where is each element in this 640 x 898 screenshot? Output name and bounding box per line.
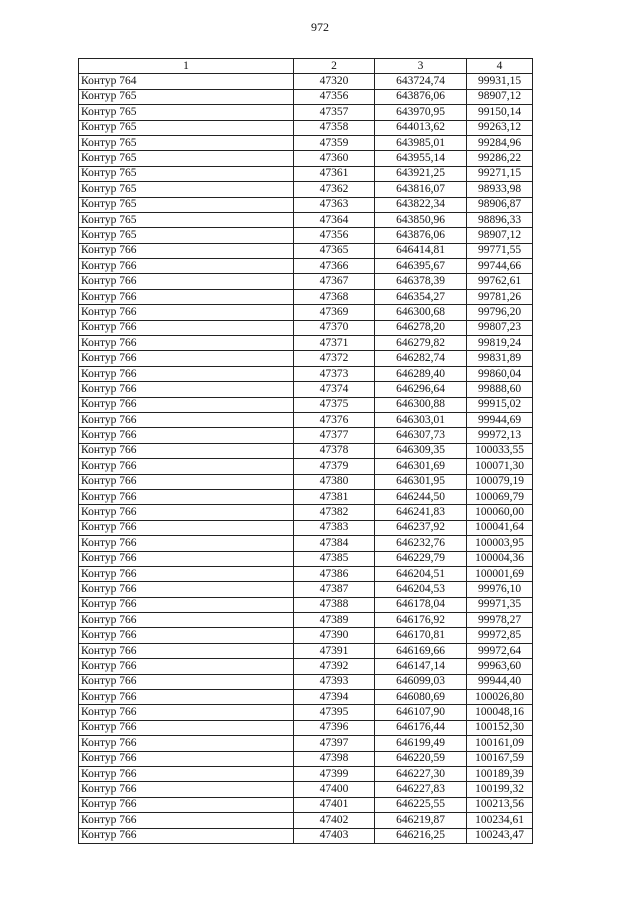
- contour-name-cell: Контур 765: [79, 151, 294, 166]
- contour-name-cell: Контур 766: [79, 428, 294, 443]
- table-row: [79, 182, 533, 197]
- contour-name-cell: Контур 766: [79, 736, 294, 751]
- table-body: [79, 74, 533, 844]
- x-coordinate-cell: 643816,07: [375, 182, 467, 197]
- y-coordinate-cell: 98907,12: [467, 89, 533, 104]
- point-number-cell: 47361: [294, 166, 375, 181]
- point-number-cell: 47363: [294, 197, 375, 212]
- table-row: [79, 443, 533, 458]
- x-coordinate-cell: 646282,74: [375, 351, 467, 366]
- table-row: [79, 305, 533, 320]
- y-coordinate-cell: 98896,33: [467, 212, 533, 227]
- table-row: [79, 382, 533, 397]
- x-coordinate-cell: 646170,81: [375, 628, 467, 643]
- x-coordinate-cell: 646229,79: [375, 551, 467, 566]
- x-coordinate-cell: 646227,30: [375, 766, 467, 781]
- y-coordinate-cell: 99963,60: [467, 659, 533, 674]
- x-coordinate-cell: 644013,62: [375, 120, 467, 135]
- point-number-cell: 47399: [294, 766, 375, 781]
- y-coordinate-cell: 99271,15: [467, 166, 533, 181]
- contour-name-cell: Контур 766: [79, 782, 294, 797]
- table-row: [79, 274, 533, 289]
- x-coordinate-cell: 646309,35: [375, 443, 467, 458]
- x-coordinate-cell: 646099,03: [375, 674, 467, 689]
- y-coordinate-cell: 100079,19: [467, 474, 533, 489]
- y-coordinate-cell: 99972,64: [467, 643, 533, 658]
- point-number-cell: 47400: [294, 782, 375, 797]
- x-coordinate-cell: 646176,44: [375, 720, 467, 735]
- contour-name-cell: Контур 766: [79, 690, 294, 705]
- point-number-cell: 47320: [294, 74, 375, 89]
- y-coordinate-cell: 99860,04: [467, 366, 533, 381]
- x-coordinate-cell: 643985,01: [375, 135, 467, 150]
- y-coordinate-cell: 99944,40: [467, 674, 533, 689]
- point-number-cell: 47395: [294, 705, 375, 720]
- table-row: [79, 243, 533, 258]
- y-coordinate-cell: 100001,69: [467, 566, 533, 581]
- table-row: [79, 736, 533, 751]
- x-coordinate-cell: 643970,95: [375, 105, 467, 120]
- x-coordinate-cell: 646204,53: [375, 582, 467, 597]
- table-row: [79, 643, 533, 658]
- y-coordinate-cell: 100243,47: [467, 828, 533, 843]
- column-header: 2: [294, 59, 375, 74]
- x-coordinate-cell: 646178,04: [375, 597, 467, 612]
- x-coordinate-cell: 643850,96: [375, 212, 467, 227]
- contour-name-cell: Контур 765: [79, 89, 294, 104]
- x-coordinate-cell: 646301,95: [375, 474, 467, 489]
- table-row: [79, 628, 533, 643]
- y-coordinate-cell: 99150,14: [467, 105, 533, 120]
- y-coordinate-cell: 99263,12: [467, 120, 533, 135]
- x-coordinate-cell: 646300,88: [375, 397, 467, 412]
- y-coordinate-cell: 99771,55: [467, 243, 533, 258]
- contour-name-cell: Контур 766: [79, 243, 294, 258]
- x-coordinate-cell: 646278,20: [375, 320, 467, 335]
- contour-name-cell: Контур 766: [79, 643, 294, 658]
- table-row: [79, 120, 533, 135]
- x-coordinate-cell: 646414,81: [375, 243, 467, 258]
- table-row: [79, 797, 533, 812]
- point-number-cell: 47360: [294, 151, 375, 166]
- table-row: [79, 705, 533, 720]
- point-number-cell: 47388: [294, 597, 375, 612]
- point-number-cell: 47398: [294, 751, 375, 766]
- contour-name-cell: Контур 766: [79, 412, 294, 427]
- x-coordinate-cell: 646199,49: [375, 736, 467, 751]
- contour-name-cell: Контур 766: [79, 489, 294, 504]
- x-coordinate-cell: 643955,14: [375, 151, 467, 166]
- contour-name-cell: Контур 766: [79, 305, 294, 320]
- x-coordinate-cell: 643876,06: [375, 228, 467, 243]
- x-coordinate-cell: 646244,50: [375, 489, 467, 504]
- point-number-cell: 47384: [294, 536, 375, 551]
- y-coordinate-cell: 100152,30: [467, 720, 533, 735]
- y-coordinate-cell: 99762,61: [467, 274, 533, 289]
- table-row: [79, 520, 533, 535]
- contour-name-cell: Контур 766: [79, 259, 294, 274]
- contour-name-cell: Контур 764: [79, 74, 294, 89]
- contour-name-cell: Контур 766: [79, 659, 294, 674]
- x-coordinate-cell: 643876,06: [375, 89, 467, 104]
- point-number-cell: 47359: [294, 135, 375, 150]
- x-coordinate-cell: 646307,73: [375, 428, 467, 443]
- point-number-cell: 47397: [294, 736, 375, 751]
- contour-name-cell: Контур 765: [79, 105, 294, 120]
- x-coordinate-cell: 646296,64: [375, 382, 467, 397]
- point-number-cell: 47368: [294, 289, 375, 304]
- point-number-cell: 47356: [294, 228, 375, 243]
- point-number-cell: 47402: [294, 813, 375, 828]
- point-number-cell: 47357: [294, 105, 375, 120]
- contour-name-cell: Контур 766: [79, 289, 294, 304]
- x-coordinate-cell: 646169,66: [375, 643, 467, 658]
- x-coordinate-cell: 646241,83: [375, 505, 467, 520]
- table-row: [79, 536, 533, 551]
- x-coordinate-cell: 646354,27: [375, 289, 467, 304]
- contour-name-cell: Контур 766: [79, 459, 294, 474]
- y-coordinate-cell: 98906,87: [467, 197, 533, 212]
- y-coordinate-cell: 100161,09: [467, 736, 533, 751]
- table-row: [79, 366, 533, 381]
- contour-name-cell: Контур 766: [79, 551, 294, 566]
- table-row: [79, 597, 533, 612]
- x-coordinate-cell: 646395,67: [375, 259, 467, 274]
- y-coordinate-cell: 100048,16: [467, 705, 533, 720]
- contour-name-cell: Контур 766: [79, 828, 294, 843]
- point-number-cell: 47374: [294, 382, 375, 397]
- point-number-cell: 47403: [294, 828, 375, 843]
- table-row: [79, 505, 533, 520]
- y-coordinate-cell: 100189,39: [467, 766, 533, 781]
- point-number-cell: 47379: [294, 459, 375, 474]
- y-coordinate-cell: 98907,12: [467, 228, 533, 243]
- contour-name-cell: Контур 765: [79, 228, 294, 243]
- x-coordinate-cell: 646232,76: [375, 536, 467, 551]
- y-coordinate-cell: 99944,69: [467, 412, 533, 427]
- table-row: [79, 459, 533, 474]
- x-coordinate-cell: 646289,40: [375, 366, 467, 381]
- y-coordinate-cell: 99819,24: [467, 336, 533, 351]
- contour-name-cell: Контур 765: [79, 212, 294, 227]
- table-row: [79, 551, 533, 566]
- contour-name-cell: Контур 766: [79, 628, 294, 643]
- x-coordinate-cell: 646237,92: [375, 520, 467, 535]
- y-coordinate-cell: 100060,00: [467, 505, 533, 520]
- point-number-cell: 47356: [294, 89, 375, 104]
- contour-name-cell: Контур 765: [79, 135, 294, 150]
- point-number-cell: 47370: [294, 320, 375, 335]
- y-coordinate-cell: 99807,23: [467, 320, 533, 335]
- y-coordinate-cell: 100003,95: [467, 536, 533, 551]
- point-number-cell: 47362: [294, 182, 375, 197]
- y-coordinate-cell: 100234,61: [467, 813, 533, 828]
- table-row: [79, 659, 533, 674]
- page-number: 972: [311, 20, 329, 34]
- table-header-row: [79, 59, 533, 74]
- table-row: [79, 674, 533, 689]
- x-coordinate-cell: 646219,87: [375, 813, 467, 828]
- contour-name-cell: Контур 766: [79, 720, 294, 735]
- table-row: [79, 135, 533, 150]
- y-coordinate-cell: 99978,27: [467, 613, 533, 628]
- contour-name-cell: Контур 766: [79, 566, 294, 581]
- table-row: [79, 813, 533, 828]
- table-row: [79, 613, 533, 628]
- contour-name-cell: Контур 766: [79, 613, 294, 628]
- y-coordinate-cell: 99831,89: [467, 351, 533, 366]
- y-coordinate-cell: 100026,80: [467, 690, 533, 705]
- x-coordinate-cell: 646279,82: [375, 336, 467, 351]
- table-row: [79, 351, 533, 366]
- y-coordinate-cell: 100004,36: [467, 551, 533, 566]
- contour-name-cell: Контур 766: [79, 766, 294, 781]
- y-coordinate-cell: 99286,22: [467, 151, 533, 166]
- table-row: [79, 197, 533, 212]
- table-row: [79, 397, 533, 412]
- y-coordinate-cell: 99976,10: [467, 582, 533, 597]
- contour-name-cell: Контур 765: [79, 120, 294, 135]
- x-coordinate-cell: 646227,83: [375, 782, 467, 797]
- table-row: [79, 782, 533, 797]
- y-coordinate-cell: 100199,32: [467, 782, 533, 797]
- x-coordinate-cell: 646080,69: [375, 690, 467, 705]
- table-row: [79, 228, 533, 243]
- point-number-cell: 47376: [294, 412, 375, 427]
- point-number-cell: 47375: [294, 397, 375, 412]
- x-coordinate-cell: 646176,92: [375, 613, 467, 628]
- table-row: [79, 166, 533, 181]
- y-coordinate-cell: 99972,85: [467, 628, 533, 643]
- y-coordinate-cell: 99796,20: [467, 305, 533, 320]
- column-header: 4: [467, 59, 533, 74]
- point-number-cell: 47401: [294, 797, 375, 812]
- column-header: 3: [375, 59, 467, 74]
- point-number-cell: 47371: [294, 336, 375, 351]
- x-coordinate-cell: 646147,14: [375, 659, 467, 674]
- contour-name-cell: Контур 766: [79, 705, 294, 720]
- point-number-cell: 47386: [294, 566, 375, 581]
- y-coordinate-cell: 99888,60: [467, 382, 533, 397]
- point-number-cell: 47366: [294, 259, 375, 274]
- table-row: [79, 259, 533, 274]
- y-coordinate-cell: 100167,59: [467, 751, 533, 766]
- point-number-cell: 47381: [294, 489, 375, 504]
- table-row: [79, 428, 533, 443]
- y-coordinate-cell: 100041,64: [467, 520, 533, 535]
- point-number-cell: 47365: [294, 243, 375, 258]
- table-row: [79, 89, 533, 104]
- coordinates-table: [78, 58, 533, 844]
- x-coordinate-cell: 646220,59: [375, 751, 467, 766]
- y-coordinate-cell: 100069,79: [467, 489, 533, 504]
- table-row: [79, 105, 533, 120]
- x-coordinate-cell: 646300,68: [375, 305, 467, 320]
- y-coordinate-cell: 99971,35: [467, 597, 533, 612]
- contour-name-cell: Контур 765: [79, 182, 294, 197]
- table-row: [79, 74, 533, 89]
- table-row: [79, 566, 533, 581]
- contour-name-cell: Контур 766: [79, 797, 294, 812]
- x-coordinate-cell: 643724,74: [375, 74, 467, 89]
- table-row: [79, 720, 533, 735]
- table-row: [79, 474, 533, 489]
- point-number-cell: 47396: [294, 720, 375, 735]
- contour-name-cell: Контур 766: [79, 351, 294, 366]
- table-row: [79, 151, 533, 166]
- table-row: [79, 489, 533, 504]
- contour-name-cell: Контур 766: [79, 397, 294, 412]
- table-row: [79, 412, 533, 427]
- point-number-cell: 47385: [294, 551, 375, 566]
- point-number-cell: 47383: [294, 520, 375, 535]
- table-row: [79, 582, 533, 597]
- contour-name-cell: Контур 766: [79, 474, 294, 489]
- x-coordinate-cell: 643822,34: [375, 197, 467, 212]
- contour-name-cell: Контур 766: [79, 597, 294, 612]
- point-number-cell: 47389: [294, 613, 375, 628]
- x-coordinate-cell: 643921,25: [375, 166, 467, 181]
- contour-name-cell: Контур 765: [79, 166, 294, 181]
- point-number-cell: 47387: [294, 582, 375, 597]
- contour-name-cell: Контур 766: [79, 674, 294, 689]
- point-number-cell: 47372: [294, 351, 375, 366]
- table-row: [79, 766, 533, 781]
- y-coordinate-cell: 99781,26: [467, 289, 533, 304]
- point-number-cell: 47364: [294, 212, 375, 227]
- table-row: [79, 289, 533, 304]
- table-row: [79, 212, 533, 227]
- x-coordinate-cell: 646378,39: [375, 274, 467, 289]
- contour-name-cell: Контур 766: [79, 274, 294, 289]
- point-number-cell: 47358: [294, 120, 375, 135]
- point-number-cell: 47373: [294, 366, 375, 381]
- y-coordinate-cell: 100071,30: [467, 459, 533, 474]
- x-coordinate-cell: 646301,69: [375, 459, 467, 474]
- table-row: [79, 336, 533, 351]
- contour-name-cell: Контур 766: [79, 582, 294, 597]
- contour-name-cell: Контур 766: [79, 382, 294, 397]
- y-coordinate-cell: 98933,98: [467, 182, 533, 197]
- y-coordinate-cell: 99744,66: [467, 259, 533, 274]
- x-coordinate-cell: 646107,90: [375, 705, 467, 720]
- y-coordinate-cell: 99972,13: [467, 428, 533, 443]
- point-number-cell: 47380: [294, 474, 375, 489]
- x-coordinate-cell: 646204,51: [375, 566, 467, 581]
- x-coordinate-cell: 646225,55: [375, 797, 467, 812]
- contour-name-cell: Контур 766: [79, 505, 294, 520]
- column-header: 1: [79, 59, 294, 74]
- x-coordinate-cell: 646303,01: [375, 412, 467, 427]
- table-row: [79, 690, 533, 705]
- contour-name-cell: Контур 766: [79, 320, 294, 335]
- y-coordinate-cell: 100213,56: [467, 797, 533, 812]
- y-coordinate-cell: 100033,55: [467, 443, 533, 458]
- point-number-cell: 47382: [294, 505, 375, 520]
- contour-name-cell: Контур 766: [79, 336, 294, 351]
- point-number-cell: 47369: [294, 305, 375, 320]
- table-row: [79, 828, 533, 843]
- contour-name-cell: Контур 766: [79, 366, 294, 381]
- contour-name-cell: Контур 766: [79, 520, 294, 535]
- point-number-cell: 47377: [294, 428, 375, 443]
- y-coordinate-cell: 99915,02: [467, 397, 533, 412]
- x-coordinate-cell: 646216,25: [375, 828, 467, 843]
- table-row: [79, 320, 533, 335]
- table-row: [79, 751, 533, 766]
- point-number-cell: 47390: [294, 628, 375, 643]
- point-number-cell: 47391: [294, 643, 375, 658]
- contour-name-cell: Контур 766: [79, 443, 294, 458]
- contour-name-cell: Контур 765: [79, 197, 294, 212]
- point-number-cell: 47378: [294, 443, 375, 458]
- contour-name-cell: Контур 766: [79, 536, 294, 551]
- y-coordinate-cell: 99284,96: [467, 135, 533, 150]
- point-number-cell: 47367: [294, 274, 375, 289]
- point-number-cell: 47394: [294, 690, 375, 705]
- contour-name-cell: Контур 766: [79, 751, 294, 766]
- y-coordinate-cell: 99931,15: [467, 74, 533, 89]
- point-number-cell: 47392: [294, 659, 375, 674]
- point-number-cell: 47393: [294, 674, 375, 689]
- contour-name-cell: Контур 766: [79, 813, 294, 828]
